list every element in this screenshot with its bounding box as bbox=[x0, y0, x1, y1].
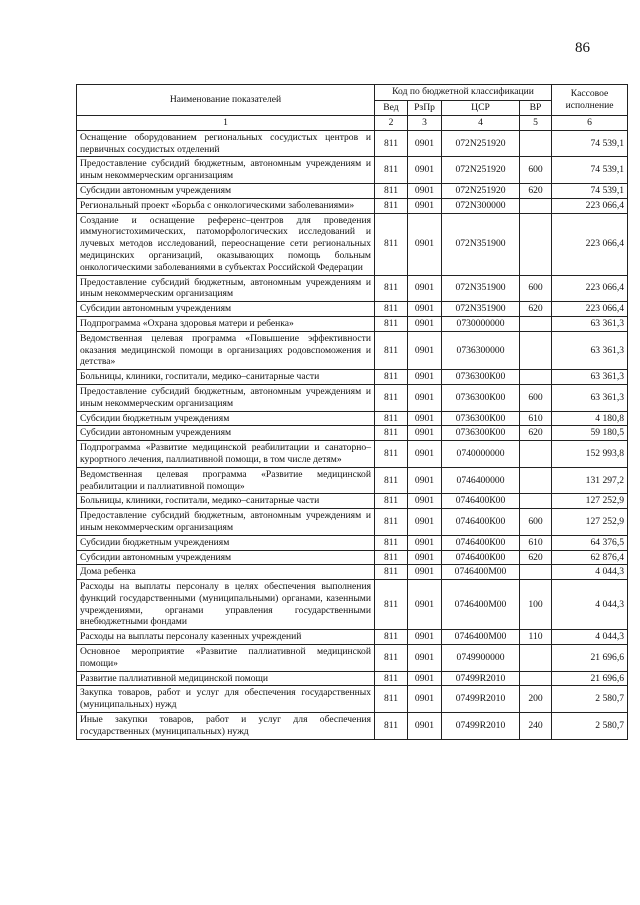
row-name: Региональный проект «Борьба с онкологическими заболеваниями» bbox=[77, 198, 375, 213]
row-ved: 811 bbox=[375, 494, 408, 509]
row-csr: 0736300К00 bbox=[442, 426, 520, 441]
row-name: Предоставление субсидий бюджетным, автономным учреждениям и иным некоммерческим организациям bbox=[77, 509, 375, 536]
row-amount: 2 580,7 bbox=[552, 713, 628, 740]
row-name: Предоставление субсидий бюджетным, автономным учреждениям и иным некоммерческим организациям bbox=[77, 384, 375, 411]
row-name: Субсидии бюджетным учреждениям bbox=[77, 411, 375, 426]
row-ved: 811 bbox=[375, 302, 408, 317]
row-amount: 2 580,7 bbox=[552, 686, 628, 713]
row-rzpr: 0901 bbox=[408, 275, 442, 302]
row-vr bbox=[520, 331, 552, 369]
row-ved: 811 bbox=[375, 580, 408, 630]
row-name: Ведомственная целевая программа «Развитие медицинской реабилитации и паллиативной помощи» bbox=[77, 467, 375, 494]
row-csr: 0746400К00 bbox=[442, 550, 520, 565]
row-name: Подпрограмма «Развитие медицинской реабилитации и санаторно–курортного лечения, паллиативной помощи, в том числе детям» bbox=[77, 441, 375, 468]
row-amount: 127 252,9 bbox=[552, 509, 628, 536]
table-row bbox=[77, 316, 628, 331]
row-ved: 811 bbox=[375, 331, 408, 369]
table-row bbox=[77, 198, 628, 213]
row-csr: 0749900000 bbox=[442, 645, 520, 672]
row-amount: 4 044,3 bbox=[552, 630, 628, 645]
row-amount: 62 876,4 bbox=[552, 550, 628, 565]
header-name: Наименование показателей bbox=[77, 85, 375, 116]
column-number-row bbox=[77, 116, 628, 131]
row-vr: 200 bbox=[520, 686, 552, 713]
row-amount: 59 180,5 bbox=[552, 426, 628, 441]
table-row bbox=[77, 130, 628, 157]
row-rzpr: 0901 bbox=[408, 686, 442, 713]
table-row bbox=[77, 411, 628, 426]
row-csr: 0746400М00 bbox=[442, 565, 520, 580]
row-ved: 811 bbox=[375, 441, 408, 468]
table-row bbox=[77, 509, 628, 536]
table-row bbox=[77, 370, 628, 385]
table-row bbox=[77, 331, 628, 369]
row-vr: 600 bbox=[520, 509, 552, 536]
table-row bbox=[77, 645, 628, 672]
row-rzpr: 0901 bbox=[408, 630, 442, 645]
row-vr: 620 bbox=[520, 183, 552, 198]
row-ved: 811 bbox=[375, 411, 408, 426]
row-vr bbox=[520, 441, 552, 468]
row-name: Основное мероприятие «Развитие паллиативной медицинской помощи» bbox=[77, 645, 375, 672]
row-name: Субсидии автономным учреждениям bbox=[77, 302, 375, 317]
row-ved: 811 bbox=[375, 130, 408, 157]
row-vr bbox=[520, 467, 552, 494]
row-amount: 63 361,3 bbox=[552, 316, 628, 331]
row-rzpr: 0901 bbox=[408, 316, 442, 331]
row-rzpr: 0901 bbox=[408, 157, 442, 184]
row-vr bbox=[520, 565, 552, 580]
row-rzpr: 0901 bbox=[408, 411, 442, 426]
row-csr: 0746400000 bbox=[442, 467, 520, 494]
row-vr: 600 bbox=[520, 384, 552, 411]
row-rzpr: 0901 bbox=[408, 645, 442, 672]
row-vr bbox=[520, 213, 552, 275]
row-name: Больницы, клиники, госпитали, медико–санитарные части bbox=[77, 370, 375, 385]
row-amount: 21 696,6 bbox=[552, 645, 628, 672]
row-name: Субсидии бюджетным учреждениям bbox=[77, 535, 375, 550]
table-row bbox=[77, 384, 628, 411]
row-csr: 0736300К00 bbox=[442, 411, 520, 426]
row-vr: 240 bbox=[520, 713, 552, 740]
row-name: Расходы на выплаты персоналу в целях обеспечения выполнения функций государственными (муниципальными) органами, казенными учреждениями, органами управления государственными внебюджетными фондами bbox=[77, 580, 375, 630]
row-ved: 811 bbox=[375, 686, 408, 713]
row-ved: 811 bbox=[375, 535, 408, 550]
row-csr: 0736300К00 bbox=[442, 370, 520, 385]
row-ved: 811 bbox=[375, 467, 408, 494]
header-csr: ЦСР bbox=[442, 100, 520, 116]
row-rzpr: 0901 bbox=[408, 370, 442, 385]
row-rzpr: 0901 bbox=[408, 565, 442, 580]
row-rzpr: 0901 bbox=[408, 426, 442, 441]
row-csr: 0746400М00 bbox=[442, 580, 520, 630]
table-row bbox=[77, 441, 628, 468]
row-ved: 811 bbox=[375, 671, 408, 686]
row-vr bbox=[520, 130, 552, 157]
row-amount: 63 361,3 bbox=[552, 370, 628, 385]
table-row bbox=[77, 580, 628, 630]
row-ved: 811 bbox=[375, 213, 408, 275]
row-amount: 74 539,1 bbox=[552, 183, 628, 198]
row-rzpr: 0901 bbox=[408, 198, 442, 213]
row-name: Субсидии автономным учреждениям bbox=[77, 183, 375, 198]
column-number: 2 bbox=[375, 116, 408, 131]
row-csr: 0746400М00 bbox=[442, 630, 520, 645]
row-name: Развитие паллиативной медицинской помощи bbox=[77, 671, 375, 686]
row-vr bbox=[520, 316, 552, 331]
table-row bbox=[77, 157, 628, 184]
row-vr: 610 bbox=[520, 411, 552, 426]
row-vr: 620 bbox=[520, 302, 552, 317]
row-name: Предоставление субсидий бюджетным, автономным учреждениям и иным некоммерческим организациям bbox=[77, 157, 375, 184]
page-number: 86 bbox=[575, 40, 590, 56]
row-amount: 223 066,4 bbox=[552, 302, 628, 317]
header-cash-execution: Кассовое исполнение bbox=[552, 85, 628, 116]
budget-execution-table bbox=[76, 84, 628, 740]
row-vr bbox=[520, 370, 552, 385]
row-ved: 811 bbox=[375, 630, 408, 645]
row-ved: 811 bbox=[375, 198, 408, 213]
row-name: Иные закупки товаров, работ и услуг для обеспечения государственных (муниципальных) нужд bbox=[77, 713, 375, 740]
row-rzpr: 0901 bbox=[408, 183, 442, 198]
row-name: Создание и оснащение референс–центров для проведения иммуногистохимических, патоморфологических исследований и лучевых методов исследований, переоснащение сети региональных медицинских организаций, оказывающих помощь больным онкологическими заболеваниями в субъектах Российской Федерации bbox=[77, 213, 375, 275]
row-csr: 0736300К00 bbox=[442, 384, 520, 411]
table-body bbox=[77, 130, 628, 739]
row-vr bbox=[520, 645, 552, 672]
row-name: Дома ребенка bbox=[77, 565, 375, 580]
table-header-row bbox=[77, 85, 628, 101]
row-amount: 223 066,4 bbox=[552, 275, 628, 302]
row-amount: 21 696,6 bbox=[552, 671, 628, 686]
row-ved: 811 bbox=[375, 183, 408, 198]
header-code-group: Код по бюджетной классификации bbox=[375, 85, 552, 101]
row-vr: 600 bbox=[520, 275, 552, 302]
row-csr: 072N251920 bbox=[442, 130, 520, 157]
column-number: 6 bbox=[552, 116, 628, 131]
row-rzpr: 0901 bbox=[408, 130, 442, 157]
row-vr: 110 bbox=[520, 630, 552, 645]
header-vr: ВР bbox=[520, 100, 552, 116]
row-vr: 100 bbox=[520, 580, 552, 630]
row-vr: 620 bbox=[520, 550, 552, 565]
row-amount: 63 361,3 bbox=[552, 384, 628, 411]
row-name: Закупка товаров, работ и услуг для обеспечения государственных (муниципальных) нужд bbox=[77, 686, 375, 713]
row-ved: 811 bbox=[375, 509, 408, 536]
table-row bbox=[77, 535, 628, 550]
row-amount: 152 993,8 bbox=[552, 441, 628, 468]
row-ved: 811 bbox=[375, 275, 408, 302]
row-ved: 811 bbox=[375, 157, 408, 184]
row-rzpr: 0901 bbox=[408, 213, 442, 275]
row-rzpr: 0901 bbox=[408, 441, 442, 468]
table-row bbox=[77, 275, 628, 302]
row-csr: 0736300000 bbox=[442, 331, 520, 369]
column-number: 1 bbox=[77, 116, 375, 131]
row-ved: 811 bbox=[375, 316, 408, 331]
row-csr: 0740000000 bbox=[442, 441, 520, 468]
table-row bbox=[77, 565, 628, 580]
row-rzpr: 0901 bbox=[408, 331, 442, 369]
row-csr: 07499R2010 bbox=[442, 671, 520, 686]
row-name: Субсидии автономным учреждениям bbox=[77, 550, 375, 565]
row-csr: 072N300000 bbox=[442, 198, 520, 213]
row-vr bbox=[520, 198, 552, 213]
table-row bbox=[77, 630, 628, 645]
row-csr: 072N251920 bbox=[442, 183, 520, 198]
row-rzpr: 0901 bbox=[408, 671, 442, 686]
row-rzpr: 0901 bbox=[408, 535, 442, 550]
row-ved: 811 bbox=[375, 370, 408, 385]
row-name: Подпрограмма «Охрана здоровья матери и ребенка» bbox=[77, 316, 375, 331]
column-number: 4 bbox=[442, 116, 520, 131]
table-row bbox=[77, 467, 628, 494]
row-vr: 600 bbox=[520, 157, 552, 184]
row-csr: 0730000000 bbox=[442, 316, 520, 331]
row-name: Предоставление субсидий бюджетным, автономным учреждениям и иным некоммерческим организациям bbox=[77, 275, 375, 302]
column-number: 5 bbox=[520, 116, 552, 131]
table-row bbox=[77, 302, 628, 317]
row-name: Субсидии автономным учреждениям bbox=[77, 426, 375, 441]
row-rzpr: 0901 bbox=[408, 550, 442, 565]
header-ved: Вед bbox=[375, 100, 408, 116]
row-csr: 0746400К00 bbox=[442, 509, 520, 536]
row-csr: 07499R2010 bbox=[442, 713, 520, 740]
row-ved: 811 bbox=[375, 713, 408, 740]
row-ved: 811 bbox=[375, 384, 408, 411]
row-amount: 64 376,5 bbox=[552, 535, 628, 550]
row-name: Больницы, клиники, госпитали, медико–санитарные части bbox=[77, 494, 375, 509]
row-name: Ведомственная целевая программа «Повышение эффективности оказания медицинской помощи в организациях родовспоможения и детства» bbox=[77, 331, 375, 369]
row-amount: 63 361,3 bbox=[552, 331, 628, 369]
row-amount: 223 066,4 bbox=[552, 198, 628, 213]
row-rzpr: 0901 bbox=[408, 384, 442, 411]
row-amount: 4 044,3 bbox=[552, 580, 628, 630]
table-row bbox=[77, 686, 628, 713]
row-ved: 811 bbox=[375, 426, 408, 441]
row-amount: 131 297,2 bbox=[552, 467, 628, 494]
row-amount: 74 539,1 bbox=[552, 130, 628, 157]
row-rzpr: 0901 bbox=[408, 467, 442, 494]
row-csr: 0746400К00 bbox=[442, 494, 520, 509]
table-row bbox=[77, 213, 628, 275]
row-vr bbox=[520, 671, 552, 686]
row-rzpr: 0901 bbox=[408, 302, 442, 317]
row-rzpr: 0901 bbox=[408, 509, 442, 536]
header-rzpr: РзПр bbox=[408, 100, 442, 116]
row-amount: 74 539,1 bbox=[552, 157, 628, 184]
table-row bbox=[77, 550, 628, 565]
row-vr: 610 bbox=[520, 535, 552, 550]
row-amount: 4 180,8 bbox=[552, 411, 628, 426]
table-row bbox=[77, 713, 628, 740]
row-csr: 0746400К00 bbox=[442, 535, 520, 550]
table-row bbox=[77, 183, 628, 198]
row-ved: 811 bbox=[375, 645, 408, 672]
column-number: 3 bbox=[408, 116, 442, 131]
row-csr: 072N351900 bbox=[442, 275, 520, 302]
row-rzpr: 0901 bbox=[408, 494, 442, 509]
row-csr: 07499R2010 bbox=[442, 686, 520, 713]
row-ved: 811 bbox=[375, 550, 408, 565]
row-name: Оснащение оборудованием региональных сосудистых центров и первичных сосудистых отделений bbox=[77, 130, 375, 157]
row-amount: 223 066,4 bbox=[552, 213, 628, 275]
row-amount: 127 252,9 bbox=[552, 494, 628, 509]
row-vr: 620 bbox=[520, 426, 552, 441]
row-csr: 072N251920 bbox=[442, 157, 520, 184]
table-row bbox=[77, 494, 628, 509]
table-row bbox=[77, 426, 628, 441]
row-csr: 072N351900 bbox=[442, 213, 520, 275]
row-vr bbox=[520, 494, 552, 509]
table-row bbox=[77, 671, 628, 686]
row-rzpr: 0901 bbox=[408, 580, 442, 630]
row-amount: 4 044,3 bbox=[552, 565, 628, 580]
row-name: Расходы на выплаты персоналу казенных учреждений bbox=[77, 630, 375, 645]
row-csr: 072N351900 bbox=[442, 302, 520, 317]
row-rzpr: 0901 bbox=[408, 713, 442, 740]
row-ved: 811 bbox=[375, 565, 408, 580]
